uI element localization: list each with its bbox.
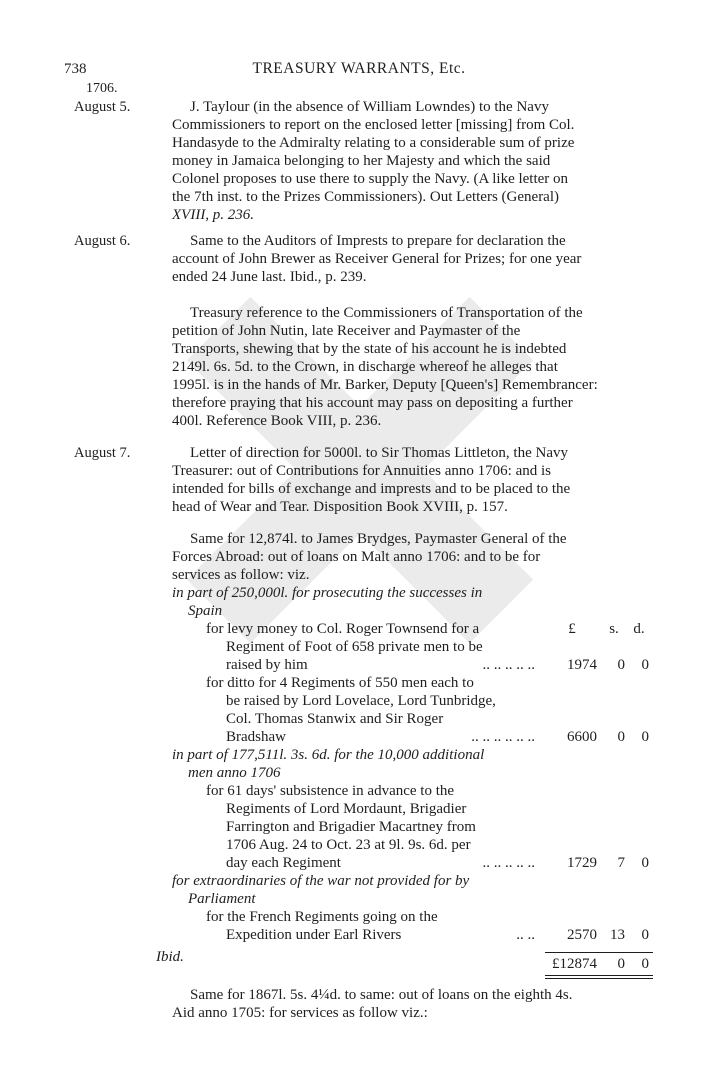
entry-line: Letter of direction for 5000l. to Sir Thomas Littleton, the Navy (190, 445, 568, 461)
entry-paragraph (172, 98, 653, 224)
total-double-rule (545, 978, 653, 979)
entry-line: XVIII, p. 236. (172, 207, 255, 223)
entry-line: account of John Brewer as Receiver General for Prizes; for one year (172, 251, 582, 267)
schedule-item (172, 620, 653, 674)
entry-line: the 7th inst. to the Prizes Commissioners). Out Letters (General) (172, 189, 560, 205)
amount-shillings: 7 (617, 855, 625, 871)
entry-line: Transports, shewing that by the state of his account he is indebted (172, 341, 567, 357)
amount-pounds: 6600 (567, 729, 597, 745)
entry-line: petition of John Nutin, late Receiver and Paymaster of the (172, 323, 521, 339)
schedule-item (172, 782, 653, 872)
entry-line: money in Jamaica belonging to her Majesty and which the said (172, 153, 551, 169)
leader-dots: .. .. .. .. .. .. (471, 729, 535, 745)
item-line (206, 854, 543, 872)
heading-line: for extraordinaries of the war not provided for by (172, 873, 470, 889)
shillings-header: s. (609, 621, 619, 637)
amount-shillings: 13 (610, 927, 625, 943)
item-text: Expedition under Earl Rivers (226, 927, 402, 943)
page-number: 738 (64, 61, 87, 77)
item-line: for ditto for 4 Regiments of 550 men each to (206, 675, 474, 691)
total-shillings: 0 (617, 956, 625, 972)
item-amount (545, 854, 653, 872)
entry-line: Colonel proposes to use there to supply the Navy. (A like letter on (172, 171, 569, 187)
item-amount (545, 926, 653, 944)
item-line: Regiment of Foot of 658 private men to be (226, 639, 483, 655)
item-line: be raised by Lord Lovelace, Lord Tunbridge, (226, 693, 496, 709)
item-line (206, 656, 543, 674)
schedule-item (172, 674, 653, 746)
entry-line: Treasury reference to the Commissioners of Transportation of the (190, 305, 583, 321)
entry-paragraph (172, 444, 653, 516)
amount-pence: 0 (641, 855, 649, 871)
amount-pounds: 1729 (567, 855, 597, 871)
heading-line: Parliament (188, 891, 256, 907)
page-header (64, 60, 654, 80)
schedule-heading (172, 584, 653, 620)
entry-paragraph (172, 304, 653, 430)
entry-line: Aid anno 1705: for services as follow viz.: (172, 1005, 428, 1021)
item-line: for levy money to Col. Roger Townsend for a (206, 621, 480, 637)
amount-pounds: 1974 (567, 657, 597, 673)
schedule-total (172, 953, 653, 975)
item-line: for the French Regiments going on the (206, 909, 438, 925)
item-line: Farrington and Brigadier Macartney from (226, 819, 476, 835)
heading-line: in part of 250,000l. for prosecuting the successes in (172, 585, 483, 601)
amount-shillings: 0 (617, 729, 625, 745)
leader-dots: .. .. (516, 927, 535, 943)
schedule-heading (172, 872, 653, 908)
entry-line: Handasyde to the Admiralty relating to a considerable sum of prize (172, 135, 575, 151)
entry-line: intended for bills of exchange and imprests and to be placed to the (172, 481, 571, 497)
entry-line: 2149l. 6s. 5d. to the Crown, in discharge whereof he alleges that (172, 359, 558, 375)
amount-pence: 0 (641, 657, 649, 673)
entry-line: Same for 12,874l. to James Brydges, Paymaster General of the (190, 531, 567, 547)
item-line: for 61 days' subsistence in advance to the (206, 783, 455, 799)
entry-line: Commissioners to report on the enclosed letter [missing] from Col. (172, 117, 575, 133)
heading-line: men anno 1706 (188, 765, 281, 781)
entry-line: Forces Abroad: out of loans on Malt anno 1706: and to be for (172, 549, 541, 565)
item-amount (545, 656, 653, 674)
running-title: TREASURY WARRANTS, Etc. (252, 60, 466, 77)
year-label: 1706. (86, 81, 118, 96)
entry-paragraph (172, 232, 653, 286)
amount-pence: 0 (641, 729, 649, 745)
entry-date: August 7. (74, 445, 131, 461)
item-text: day each Regiment (226, 855, 341, 871)
entry-line: 1995l. is in the hands of Mr. Barker, Deputy [Queen's] Remembrancer: (172, 377, 598, 393)
schedule-item (172, 908, 653, 944)
heading-line: Spain (188, 603, 223, 619)
entry-line: Same for 1867l. 5s. 4¼d. to same: out of loans on the eighth 4s. (190, 987, 573, 1003)
schedule-heading (172, 746, 653, 782)
item-line: Regiments of Lord Mordaunt, Brigadier (226, 801, 467, 817)
entry-line: Treasurer: out of Contributions for Annuities anno 1706: and is (172, 463, 551, 479)
item-amount (545, 728, 653, 746)
total-pounds: £12874 (552, 956, 597, 972)
entry-date: August 5. (74, 99, 131, 115)
column-headers (545, 620, 653, 638)
total-pence: 0 (641, 956, 649, 972)
amount-pounds: 2570 (567, 927, 597, 943)
entry-date: August 6. (74, 233, 131, 249)
source-citation: Ibid. (156, 949, 184, 965)
entry-line: 400l. Reference Book VIII, p. 236. (172, 413, 382, 429)
entry-line: ended 24 June last. Ibid., p. 239. (172, 269, 367, 285)
payment-schedule (172, 584, 653, 979)
item-text: Bradshaw (226, 729, 286, 745)
amount-pence: 0 (641, 927, 649, 943)
entry-line: Same to the Auditors of Imprests to prepare for declaration the (190, 233, 566, 249)
amount-shillings: 0 (617, 657, 625, 673)
pounds-header: £ (568, 621, 576, 637)
item-text: raised by him (226, 657, 308, 673)
entry-line: J. Taylour (in the absence of William Lowndes) to the Navy (190, 99, 549, 115)
item-line (206, 926, 543, 944)
total-amount (545, 955, 653, 973)
entry-line: therefore praying that his account may pass on depositing a further (172, 395, 573, 411)
entry-line: services as follow: viz. (172, 567, 310, 583)
item-line: 1706 Aug. 24 to Oct. 23 at 9l. 9s. 6d. per (226, 837, 471, 853)
item-line (206, 728, 543, 746)
pence-header: d. (633, 621, 645, 637)
item-line: Col. Thomas Stanwix and Sir Roger (226, 711, 444, 727)
entry-paragraph (172, 986, 653, 1022)
leader-dots: .. .. .. .. .. (482, 855, 535, 871)
entry-paragraph (172, 530, 653, 584)
entry-line: head of Wear and Tear. Disposition Book XVIII, p. 157. (172, 499, 508, 515)
heading-line: in part of 177,511l. 3s. 6d. for the 10,000 additional (172, 747, 485, 763)
leader-dots: .. .. .. .. .. (482, 657, 535, 673)
